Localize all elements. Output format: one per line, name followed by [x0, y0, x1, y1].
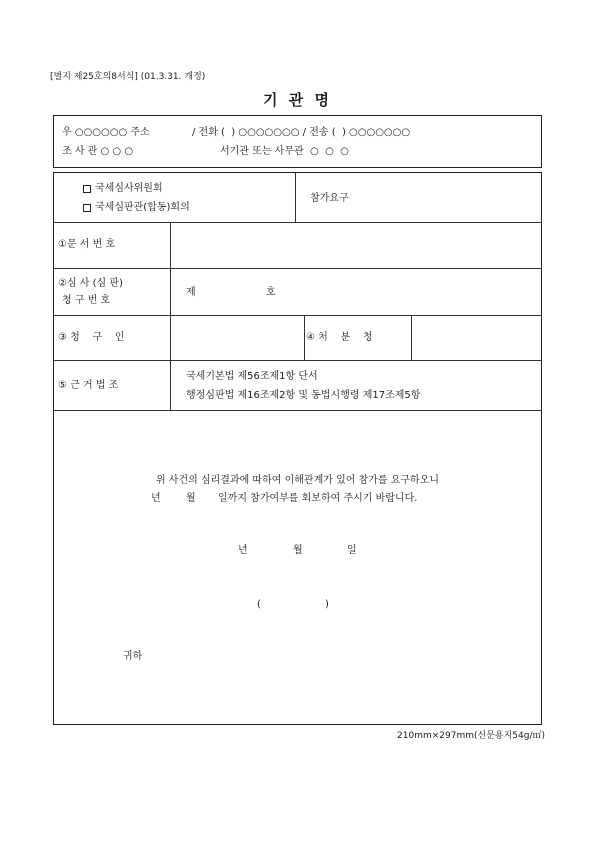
claimant-label: ③ 청 구 인: [58, 332, 125, 343]
column-divider: [411, 315, 412, 360]
column-divider: [304, 315, 305, 360]
legal-basis-line: 행정심판법 제16조제2항 및 동법시행령 제17조제5항: [186, 390, 421, 401]
claim-number-prefix: 제: [186, 287, 196, 298]
committee-option-review: 국세심사위원회: [95, 183, 163, 194]
recipient-suffix: 귀하: [123, 651, 143, 662]
sender-address: 우 ○○○○○○ 주소: [62, 127, 150, 138]
checkbox-icon: [83, 204, 91, 212]
revision-note: (01.3.31. 개정): [140, 72, 206, 82]
signature-close: ): [325, 599, 329, 610]
request-type: 참가요구: [310, 193, 349, 204]
claim-number-label-line2: 청 구 번 호: [62, 295, 111, 306]
legal-basis-label: ⑤ 근 거 법 조: [58, 380, 119, 391]
form-id: [별지 제25호의8서식]: [50, 72, 138, 82]
signature-open: (: [257, 599, 261, 610]
column-divider: [295, 172, 296, 222]
form-id-line: [50, 72, 205, 83]
claim-number-label-line1: ②심 사 (심 판): [58, 278, 123, 289]
row-divider: [53, 222, 542, 223]
claim-number-suffix: 호: [266, 287, 276, 298]
row-divider: [53, 315, 542, 316]
deadline-month: 월: [186, 493, 196, 504]
date-day: 일: [347, 545, 357, 556]
paper-spec: 210mm×297mm(신문용지54g/㎡): [397, 731, 545, 741]
deadline-sentence: 일까지 참가여부를 회보하여 주시기 바랍니다.: [218, 493, 418, 504]
legal-basis-line: 국세기본법 제56조제1항 단서: [186, 371, 318, 382]
date-year: 년: [238, 545, 248, 556]
form-title: 기 관 명: [263, 91, 332, 109]
document-number-label: ①문 서 번 호: [58, 239, 116, 250]
sender-contact: / 전화 ( ) ○○○○○○○ / 전송 ( ) ○○○○○○○: [192, 127, 411, 138]
sender-investigator: 조 사 관 ○ ○ ○: [62, 146, 134, 157]
sender-approver: 서기관 또는 사무관 ○ ○ ○: [220, 146, 349, 157]
row-divider: [53, 360, 542, 361]
row-divider: [53, 268, 542, 269]
row-divider: [53, 410, 542, 411]
sender-box: [53, 115, 542, 168]
deadline-year: 년: [151, 493, 161, 504]
column-divider: [170, 222, 171, 410]
form-table: [53, 172, 542, 725]
committee-option-tribunal: 국세심판관(합동)회의: [95, 202, 190, 213]
disposing-office-label: ④ 처 분 청: [306, 332, 373, 343]
checkbox-icon: [83, 185, 91, 193]
request-sentence: 위 사건의 심리결과에 따하여 이해관계가 있어 참가를 요구하오니: [155, 475, 440, 486]
date-month: 월: [293, 545, 303, 556]
